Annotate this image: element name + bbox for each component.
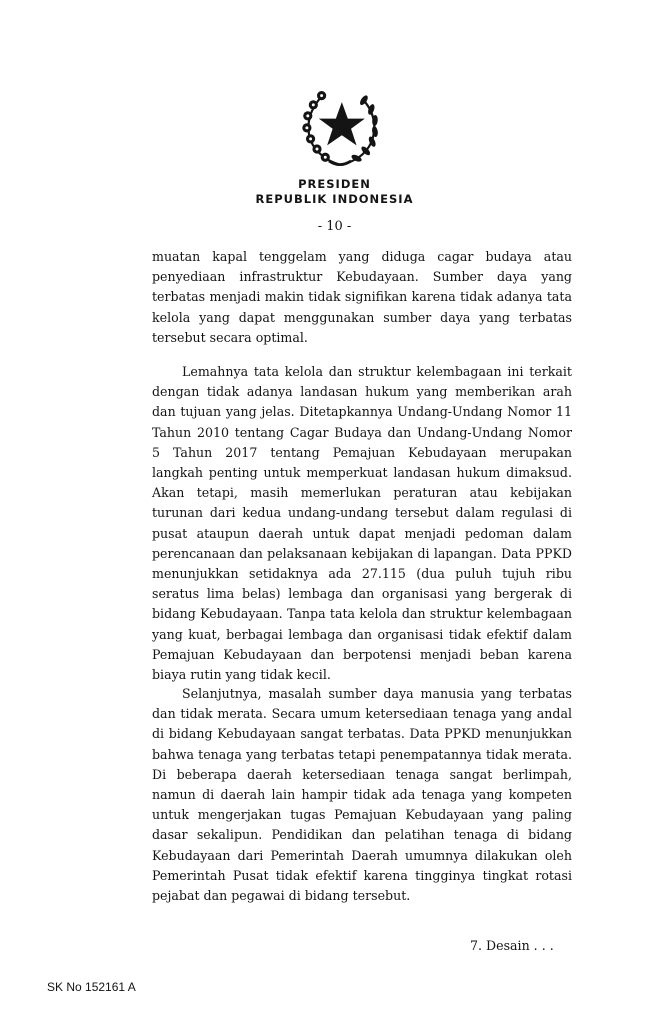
next-section-label: 7. Desain . . . xyxy=(470,938,554,953)
paragraph-1: muatan kapal tenggelam yang diduga cagar budaya atau penyediaan infrastruktur Kebudayaan. Sumber daya yang terbatas menjadi makin tidak signifikan karena tidak adanya tata kelola yang dapat menggunakan sumber daya yang terbatas tersebut secara optimal. xyxy=(152,249,572,345)
footer-document-code: SK No 152161 A xyxy=(47,980,136,994)
page-number: - 10 - xyxy=(317,219,352,234)
header-title-presiden: PRESIDEN xyxy=(298,177,371,191)
paragraph-2: Lemahnya tata kelola dan struktur kelembagaan ini terkait dengan tidak adanya landasan hukum yang memberikan arah dan tujuan yang jelas. Ditetapkannya Undang-Undang Nomor 11 Tahun 2010 tentang Cagar Budaya dan Undang-Undang Nomor 5 Tahun 2017 tentang Pemajuan Kebudayaan merupakan langkah penting untuk memperkuat landasan hukum dimaksud. Akan tetapi, masih memerlukan peraturan atau kebijakan turunan dari kedua undang-undang tersebut dalam regulasi di pusat ataupun daerah untuk dapat menjadi pedoman dalam perencanaan dan pelaksanaan kebijakan di lapangan. Data PPKD menunjukkan setidaknya ada 27.115 (dua puluh tujuh ribu seratus lima belas) lembaga dan organisasi yang bergerak di bidang Kebudayaan. Tanpa tata kelola dan struktur kelembagaan yang kuat, berbagai lembaga dan organisasi tidak efektif dalam Pemajuan Kebudayaan dan berpotensi menjadi beban karena biaya rutin yang tidak kecil. xyxy=(152,364,572,683)
header-title-republik: REPUBLIK INDONESIA xyxy=(255,192,414,206)
paragraph-3: Selanjutnya, masalah sumber daya manusia yang terbatas dan tidak merata. Secara umum ketersediaan tenaga yang andal di bidang Kebudayaan sangat terbatas. Data PPKD menunjukkan bahwa tenaga yang terbatas tetapi penempatannya tidak merata. Di beberapa daerah ketersediaan tenaga sangat berlimpah, namun di daerah lain hampir tidak ada tenaga yang kompeten untuk mengerjakan tugas Pemajuan Kebudayaan yang paling dasar sekalipun. Pendidikan dan pelatihan tenaga di bidang Kebudayaan dari Pemerintah Daerah umumnya dilakukan oleh Pemerintah Pusat tidak efektif karena tingginya tingkat rotasi pejabat dan pegawai di bidang tersebut. xyxy=(152,686,572,904)
presidential-emblem-icon xyxy=(294,80,386,172)
